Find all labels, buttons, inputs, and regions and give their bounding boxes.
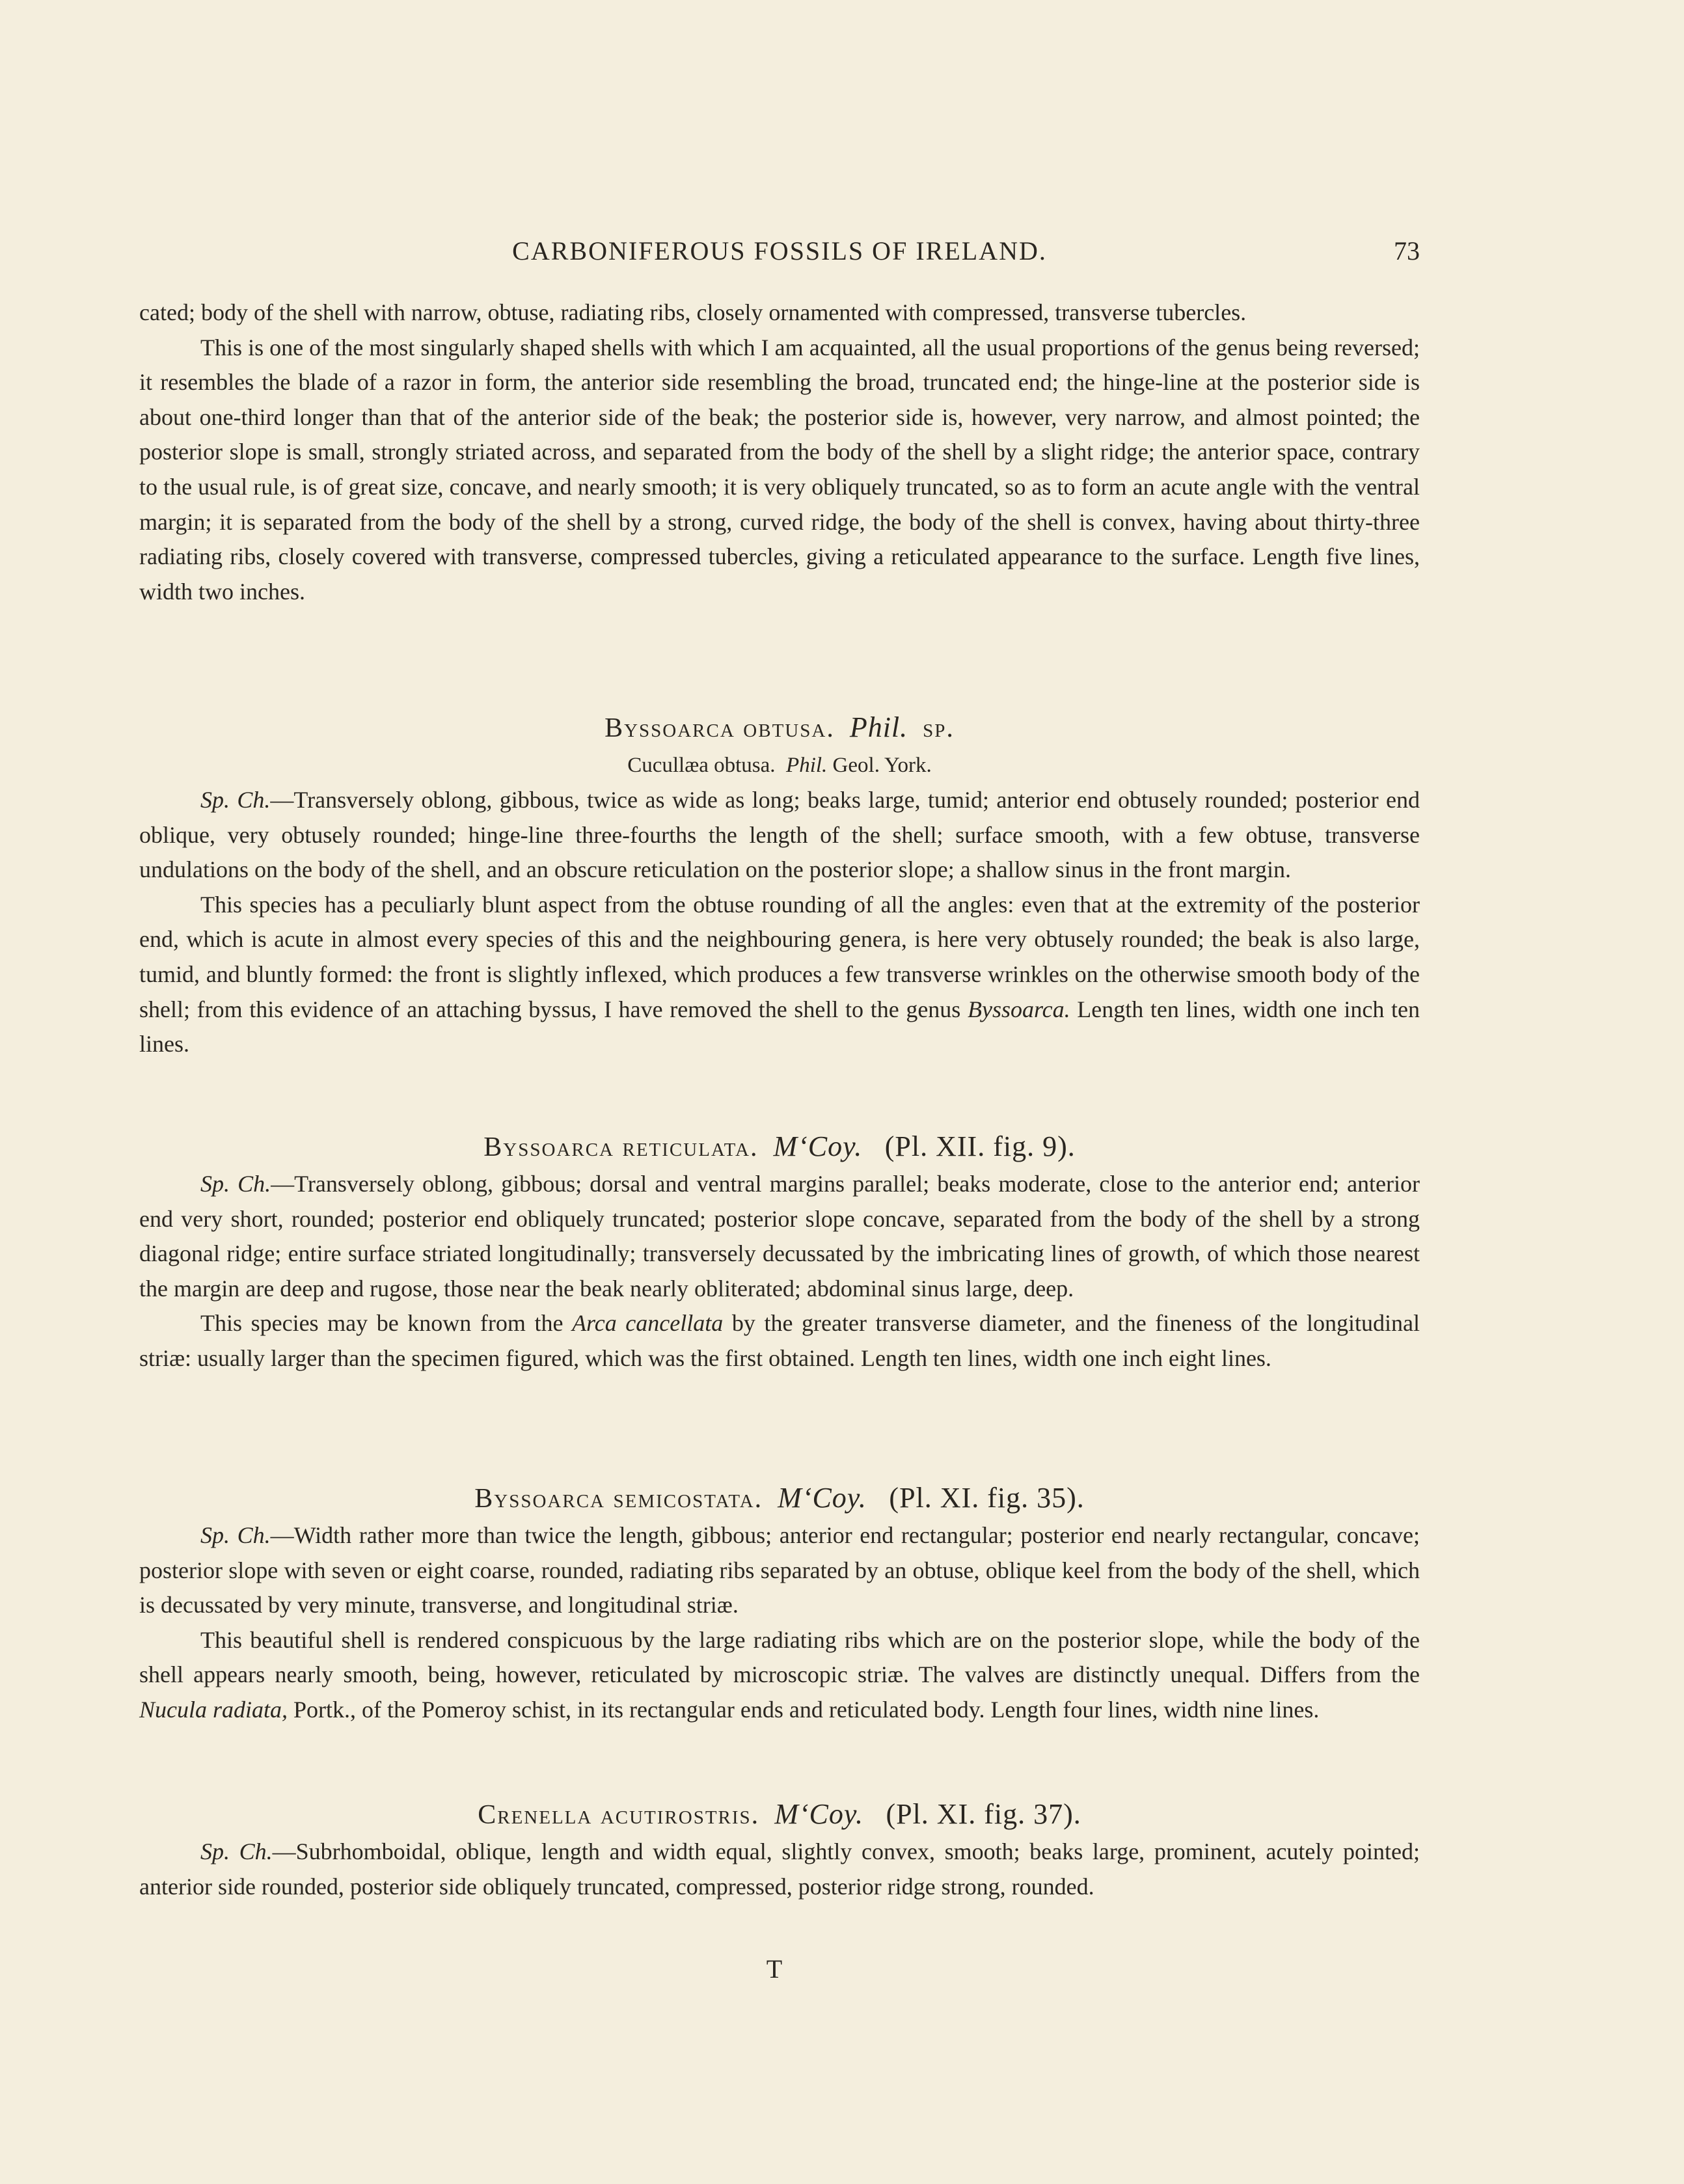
species-entry-crenella-acutirostris bbox=[139, 1795, 1420, 1904]
species-characters bbox=[139, 1167, 1420, 1306]
species-plate-ref: sp. bbox=[923, 713, 955, 743]
species-name: Byssoarca reticulata. bbox=[483, 1132, 759, 1162]
species-characters bbox=[139, 1835, 1420, 1904]
sp-ch-label: Sp. Ch. bbox=[200, 1522, 271, 1548]
species-plate-ref: (Pl. XII. fig. 9). bbox=[884, 1130, 1076, 1162]
remarks-text: This species has a peculiarly blunt aspect from the obtuse rounding of all the angles: even that at the extremity of the posterior end, which is acute in almost every species of this and the neighbouring genera, is here very obtusely rounded; the beak is also large, tumid, and bluntly formed: the front is slightly inflexed, which produces a few transverse wrinkles on the otherwise smooth body of the shell; from this evidence of an attaching byssus, I have removed the shell to the genus bbox=[139, 891, 1420, 1022]
species-name: Crenella acutirostris. bbox=[478, 1800, 760, 1830]
species-remarks bbox=[139, 1623, 1420, 1728]
characters-text: —Width rather more than twice the length, gibbous; anterior end rectangular; posterior end nearly rectangular, concave; posterior slope with seven or eight coarse, rounded, radiating ribs separated by an obtuse, oblique keel from the body of the shell, which is decussated by very minute, transverse, and longitudinal striæ. bbox=[139, 1522, 1420, 1618]
species-heading bbox=[139, 1127, 1420, 1167]
running-title: CARBONIFEROUS FOSSILS OF IRELAND. bbox=[512, 236, 1047, 266]
remarks-text: This beautiful shell is rendered conspicuous by the large radiating ribs which are on the posterior slope, while the body of the shell appears nearly smooth, being, however, reticulated by microscopic striæ. The valves are distinctly unequal. Differs from the bbox=[139, 1626, 1420, 1688]
remarks-text: This species may be known from the bbox=[200, 1310, 573, 1337]
synonym-name: Cucullæa obtusa. bbox=[627, 754, 776, 777]
remarks-text-end: Portk., of the Pomeroy schist, in its rectangular ends and reticulated body. Length four lines, width nine lines. bbox=[288, 1696, 1320, 1723]
remarks-text-end: Length ten lines, width one inch ten lines. bbox=[139, 996, 1420, 1058]
characters-text: —Transversely oblong, gibbous, twice as wide as long; beaks large, tumid; anterior end obtusely rounded; posterior end oblique, very obtusely rounded; hinge-line three-fourths the length of the shell; surface smooth, with a few obtuse, transverse undulations on the body of the shell, and an obscure reticulation on the posterior slope; a shallow sinus in the front margin. bbox=[139, 787, 1420, 883]
characters-text: —Subrhomboidal, oblique, length and width equal, slightly convex, smooth; beaks large, prominent, acutely pointed; anterior side rounded, posterior side obliquely truncated, compressed, posterior ridge strong, rounded. bbox=[139, 1838, 1420, 1900]
signature-mark: T bbox=[766, 1954, 783, 1984]
running-head bbox=[139, 236, 1420, 275]
remarks-text-end: by the greater transverse diameter, and the fineness of the longitudinal striæ: usually larger than the specimen figured, which was the first obtained. Length ten lines, width one inch eight lines. bbox=[139, 1310, 1420, 1371]
species-plate-ref: (Pl. XI. fig. 35). bbox=[889, 1482, 1085, 1514]
species-name: Byssoarca semicostata. bbox=[474, 1484, 763, 1514]
continued-text: cated; body of the shell with narrow, obtuse, radiating ribs, closely ornamented with compressed, transverse tubercles. bbox=[139, 299, 1247, 325]
synonym-author: Phil. bbox=[786, 754, 828, 777]
species-characters bbox=[139, 783, 1420, 888]
sp-ch-label: Sp. Ch. bbox=[200, 1171, 271, 1197]
species-characters bbox=[139, 1518, 1420, 1623]
sp-ch-label: Sp. Ch. bbox=[200, 1838, 273, 1864]
species-remarks bbox=[139, 888, 1420, 1062]
species-plate-ref: (Pl. XI. fig. 37). bbox=[886, 1798, 1081, 1830]
sp-ch-label: Sp. Ch. bbox=[200, 787, 271, 813]
species-heading bbox=[139, 708, 1420, 748]
remarks-italic-term: Nucula radiata, bbox=[139, 1696, 288, 1723]
species-heading bbox=[139, 1795, 1420, 1835]
species-author: M‘Coy. bbox=[774, 1798, 863, 1830]
remarks-italic-term: Byssoarca. bbox=[967, 996, 1070, 1022]
opening-section bbox=[139, 295, 1420, 609]
species-author: M‘Coy. bbox=[773, 1130, 863, 1162]
species-entry-byssoarca-obtusa bbox=[139, 708, 1420, 1062]
remarks-italic-term: Arca cancellata bbox=[572, 1310, 724, 1337]
synonym-source: Geol. York. bbox=[832, 754, 932, 777]
species-author: Phil. bbox=[849, 711, 908, 743]
species-entry-byssoarca-semicostata bbox=[139, 1479, 1420, 1728]
species-author: M‘Coy. bbox=[778, 1482, 867, 1514]
species-remarks bbox=[139, 1306, 1420, 1376]
synonym-line bbox=[139, 748, 1420, 783]
species-entry-byssoarca-reticulata bbox=[139, 1127, 1420, 1376]
page-number: 73 bbox=[1394, 236, 1420, 266]
characters-text: —Transversely oblong, gibbous; dorsal and ventral margins parallel; beaks moderate, close to the anterior end; anterior end very short, rounded; posterior end obliquely truncated; posterior slope concave, separated from the body of the shell by a strong diagonal ridge; entire surface striated longitudinally; transversely decussated by the imbricating lines of growth, of which those nearest the margin are deep and rugose, those near the beak nearly obliterated; abdominal sinus large, deep. bbox=[139, 1171, 1420, 1302]
species-name: Byssoarca obtusa. bbox=[604, 713, 835, 743]
opening-description: This is one of the most singularly shaped shells with which I am acquainted, all the usual proportions of the genus being reversed; it resembles the blade of a razor in form, the anterior side resembling the broad, truncated end; the hinge-line at the posterior side is about one-third longer than that of the anterior side of the beak; the posterior side is, however, very narrow, and almost pointed; the posterior slope is small, strongly striated across, and separated from the body of the shell by a slight ridge; the anterior space, contrary to the usual rule, is of great size, concave, and nearly smooth; it is very obliquely truncated, so as to form an acute angle with the ventral margin; it is separated from the body of the shell by a strong, curved ridge, the body of the shell is convex, having about thirty-three radiating ribs, closely covered with transverse, compressed tubercles, giving a reticulated appearance to the surface. Length five lines, width two inches. bbox=[139, 334, 1420, 605]
species-heading bbox=[139, 1479, 1420, 1518]
